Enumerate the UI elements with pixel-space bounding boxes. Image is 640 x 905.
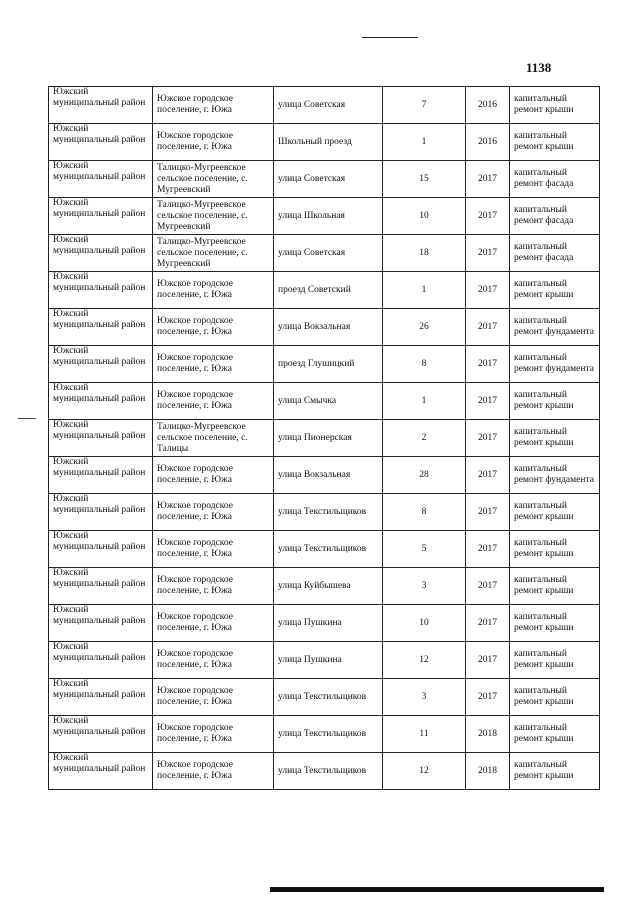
house-number-cell: 11 — [383, 716, 466, 753]
house-number-cell: 15 — [383, 161, 466, 198]
work-type-cell: капитальный ремонт крыши — [510, 753, 600, 790]
district-cell: Южский муниципальный район — [49, 124, 153, 161]
settlement-cell: Талицко-Мугреевское сельское поселение, с. Мугреевский — [153, 198, 274, 235]
year-cell: 2017 — [466, 198, 510, 235]
page-number: 1138 — [526, 60, 552, 75]
settlement-cell: Талицко-Мугреевское сельское поселение, с. Мугреевский — [153, 235, 274, 272]
table-row — [49, 87, 600, 124]
settlement-cell: Южское городское поселение, г. Южа — [153, 642, 274, 679]
district-cell: Южский муниципальный район — [49, 272, 153, 309]
work-type-cell: капитальный ремонт крыши — [510, 642, 600, 679]
table-row — [49, 605, 600, 642]
house-number-cell: 12 — [383, 753, 466, 790]
settlement-cell: Южское городское поселение, г. Южа — [153, 753, 274, 790]
settlement-cell: Южское городское поселение, г. Южа — [153, 124, 274, 161]
table-row — [49, 272, 600, 309]
table-row — [49, 383, 600, 420]
house-number-cell: 10 — [383, 198, 466, 235]
table-row — [49, 198, 600, 235]
year-cell: 2016 — [466, 124, 510, 161]
street-cell: улица Пушкина — [274, 642, 383, 679]
year-cell: 2018 — [466, 753, 510, 790]
year-cell: 2017 — [466, 346, 510, 383]
settlement-cell: Южское городское поселение, г. Южа — [153, 457, 274, 494]
street-cell: Школьный проезд — [274, 124, 383, 161]
district-cell: Южский муниципальный район — [49, 642, 153, 679]
street-cell: улица Смычка — [274, 383, 383, 420]
table-row — [49, 568, 600, 605]
house-number-cell: 3 — [383, 568, 466, 605]
settlement-cell: Южское городское поселение, г. Южа — [153, 383, 274, 420]
year-cell: 2017 — [466, 605, 510, 642]
margin-mark — [18, 418, 36, 419]
district-cell: Южский муниципальный район — [49, 420, 153, 457]
work-type-cell: капитальный ремонт крыши — [510, 568, 600, 605]
district-cell: Южский муниципальный район — [49, 457, 153, 494]
settlement-cell: Южское городское поселение, г. Южа — [153, 605, 274, 642]
table-row — [49, 753, 600, 790]
work-type-cell: капитальный ремонт крыши — [510, 531, 600, 568]
work-type-cell: капитальный ремонт фасада — [510, 198, 600, 235]
table-body — [49, 87, 600, 790]
work-type-cell: капитальный ремонт крыши — [510, 716, 600, 753]
year-cell: 2017 — [466, 457, 510, 494]
year-cell: 2017 — [466, 531, 510, 568]
district-cell: Южский муниципальный район — [49, 568, 153, 605]
table-row — [49, 420, 600, 457]
district-cell: Южский муниципальный район — [49, 716, 153, 753]
work-type-cell: капитальный ремонт крыши — [510, 383, 600, 420]
settlement-cell: Талицко-Мугреевское сельское поселение, с. Мугреевский — [153, 161, 274, 198]
street-cell: улица Текстильщиков — [274, 679, 383, 716]
settlement-cell: Южское городское поселение, г. Южа — [153, 272, 274, 309]
year-cell: 2017 — [466, 383, 510, 420]
table-row — [49, 161, 600, 198]
settlement-cell: Южское городское поселение, г. Южа — [153, 568, 274, 605]
table-row — [49, 642, 600, 679]
year-cell: 2017 — [466, 420, 510, 457]
work-type-cell: капитальный ремонт фасада — [510, 161, 600, 198]
street-cell: улица Текстильщиков — [274, 753, 383, 790]
settlement-cell: Южское городское поселение, г. Южа — [153, 87, 274, 124]
street-cell: улица Куйбышева — [274, 568, 383, 605]
year-cell: 2017 — [466, 235, 510, 272]
table-row — [49, 309, 600, 346]
table-row — [49, 494, 600, 531]
top-rule — [362, 37, 418, 38]
work-type-cell: капитальный ремонт фасада — [510, 235, 600, 272]
year-cell: 2017 — [466, 272, 510, 309]
house-number-cell: 1 — [383, 272, 466, 309]
district-cell: Южский муниципальный район — [49, 605, 153, 642]
district-cell: Южский муниципальный район — [49, 235, 153, 272]
district-cell: Южский муниципальный район — [49, 161, 153, 198]
year-cell: 2017 — [466, 309, 510, 346]
table-row — [49, 716, 600, 753]
house-number-cell: 1 — [383, 383, 466, 420]
work-type-cell: капитальный ремонт крыши — [510, 124, 600, 161]
year-cell: 2018 — [466, 716, 510, 753]
house-number-cell: 26 — [383, 309, 466, 346]
house-number-cell: 28 — [383, 457, 466, 494]
street-cell: улица Советская — [274, 235, 383, 272]
street-cell: улица Школьная — [274, 198, 383, 235]
street-cell: улица Вокзальная — [274, 309, 383, 346]
settlement-cell: Южское городское поселение, г. Южа — [153, 716, 274, 753]
district-cell: Южский муниципальный район — [49, 87, 153, 124]
settlement-cell: Южское городское поселение, г. Южа — [153, 346, 274, 383]
district-cell: Южский муниципальный район — [49, 309, 153, 346]
table-row — [49, 457, 600, 494]
year-cell: 2017 — [466, 568, 510, 605]
street-cell: улица Советская — [274, 87, 383, 124]
house-number-cell: 12 — [383, 642, 466, 679]
settlement-cell: Южское городское поселение, г. Южа — [153, 679, 274, 716]
table-row — [49, 124, 600, 161]
district-cell: Южский муниципальный район — [49, 753, 153, 790]
work-type-cell: капитальный ремонт крыши — [510, 679, 600, 716]
street-cell: улица Текстильщиков — [274, 494, 383, 531]
house-number-cell: 2 — [383, 420, 466, 457]
repair-schedule-table — [48, 86, 600, 790]
work-type-cell: капитальный ремонт фундамента — [510, 309, 600, 346]
district-cell: Южский муниципальный район — [49, 679, 153, 716]
year-cell: 2017 — [466, 642, 510, 679]
house-number-cell: 3 — [383, 679, 466, 716]
settlement-cell: Южское городское поселение, г. Южа — [153, 309, 274, 346]
work-type-cell: капитальный ремонт крыши — [510, 272, 600, 309]
work-type-cell: капитальный ремонт крыши — [510, 494, 600, 531]
year-cell: 2016 — [466, 87, 510, 124]
year-cell: 2017 — [466, 679, 510, 716]
house-number-cell: 5 — [383, 531, 466, 568]
house-number-cell: 7 — [383, 87, 466, 124]
house-number-cell: 10 — [383, 605, 466, 642]
work-type-cell: капитальный ремонт фундамента — [510, 457, 600, 494]
work-type-cell: капитальный ремонт крыши — [510, 87, 600, 124]
district-cell: Южский муниципальный район — [49, 531, 153, 568]
district-cell: Южский муниципальный район — [49, 346, 153, 383]
bottom-rule — [270, 887, 604, 892]
street-cell: проезд Советский — [274, 272, 383, 309]
year-cell: 2017 — [466, 494, 510, 531]
district-cell: Южский муниципальный район — [49, 383, 153, 420]
settlement-cell: Южское городское поселение, г. Южа — [153, 531, 274, 568]
street-cell: улица Пушкина — [274, 605, 383, 642]
district-cell: Южский муниципальный район — [49, 494, 153, 531]
table-row — [49, 235, 600, 272]
house-number-cell: 8 — [383, 346, 466, 383]
street-cell: улица Текстильщиков — [274, 531, 383, 568]
settlement-cell: Талицко-Мугреевское сельское поселение, с. Талицы — [153, 420, 274, 457]
table-row — [49, 679, 600, 716]
street-cell: улица Пионерская — [274, 420, 383, 457]
street-cell: проезд Глушицкий — [274, 346, 383, 383]
work-type-cell: капитальный ремонт крыши — [510, 605, 600, 642]
district-cell: Южский муниципальный район — [49, 198, 153, 235]
street-cell: улица Текстильщиков — [274, 716, 383, 753]
table-row — [49, 346, 600, 383]
house-number-cell: 18 — [383, 235, 466, 272]
street-cell: улица Советская — [274, 161, 383, 198]
house-number-cell: 8 — [383, 494, 466, 531]
house-number-cell: 1 — [383, 124, 466, 161]
table-row — [49, 531, 600, 568]
street-cell: улица Вокзальная — [274, 457, 383, 494]
work-type-cell: капитальный ремонт крыши — [510, 420, 600, 457]
work-type-cell: капитальный ремонт фундамента — [510, 346, 600, 383]
year-cell: 2017 — [466, 161, 510, 198]
settlement-cell: Южское городское поселение, г. Южа — [153, 494, 274, 531]
